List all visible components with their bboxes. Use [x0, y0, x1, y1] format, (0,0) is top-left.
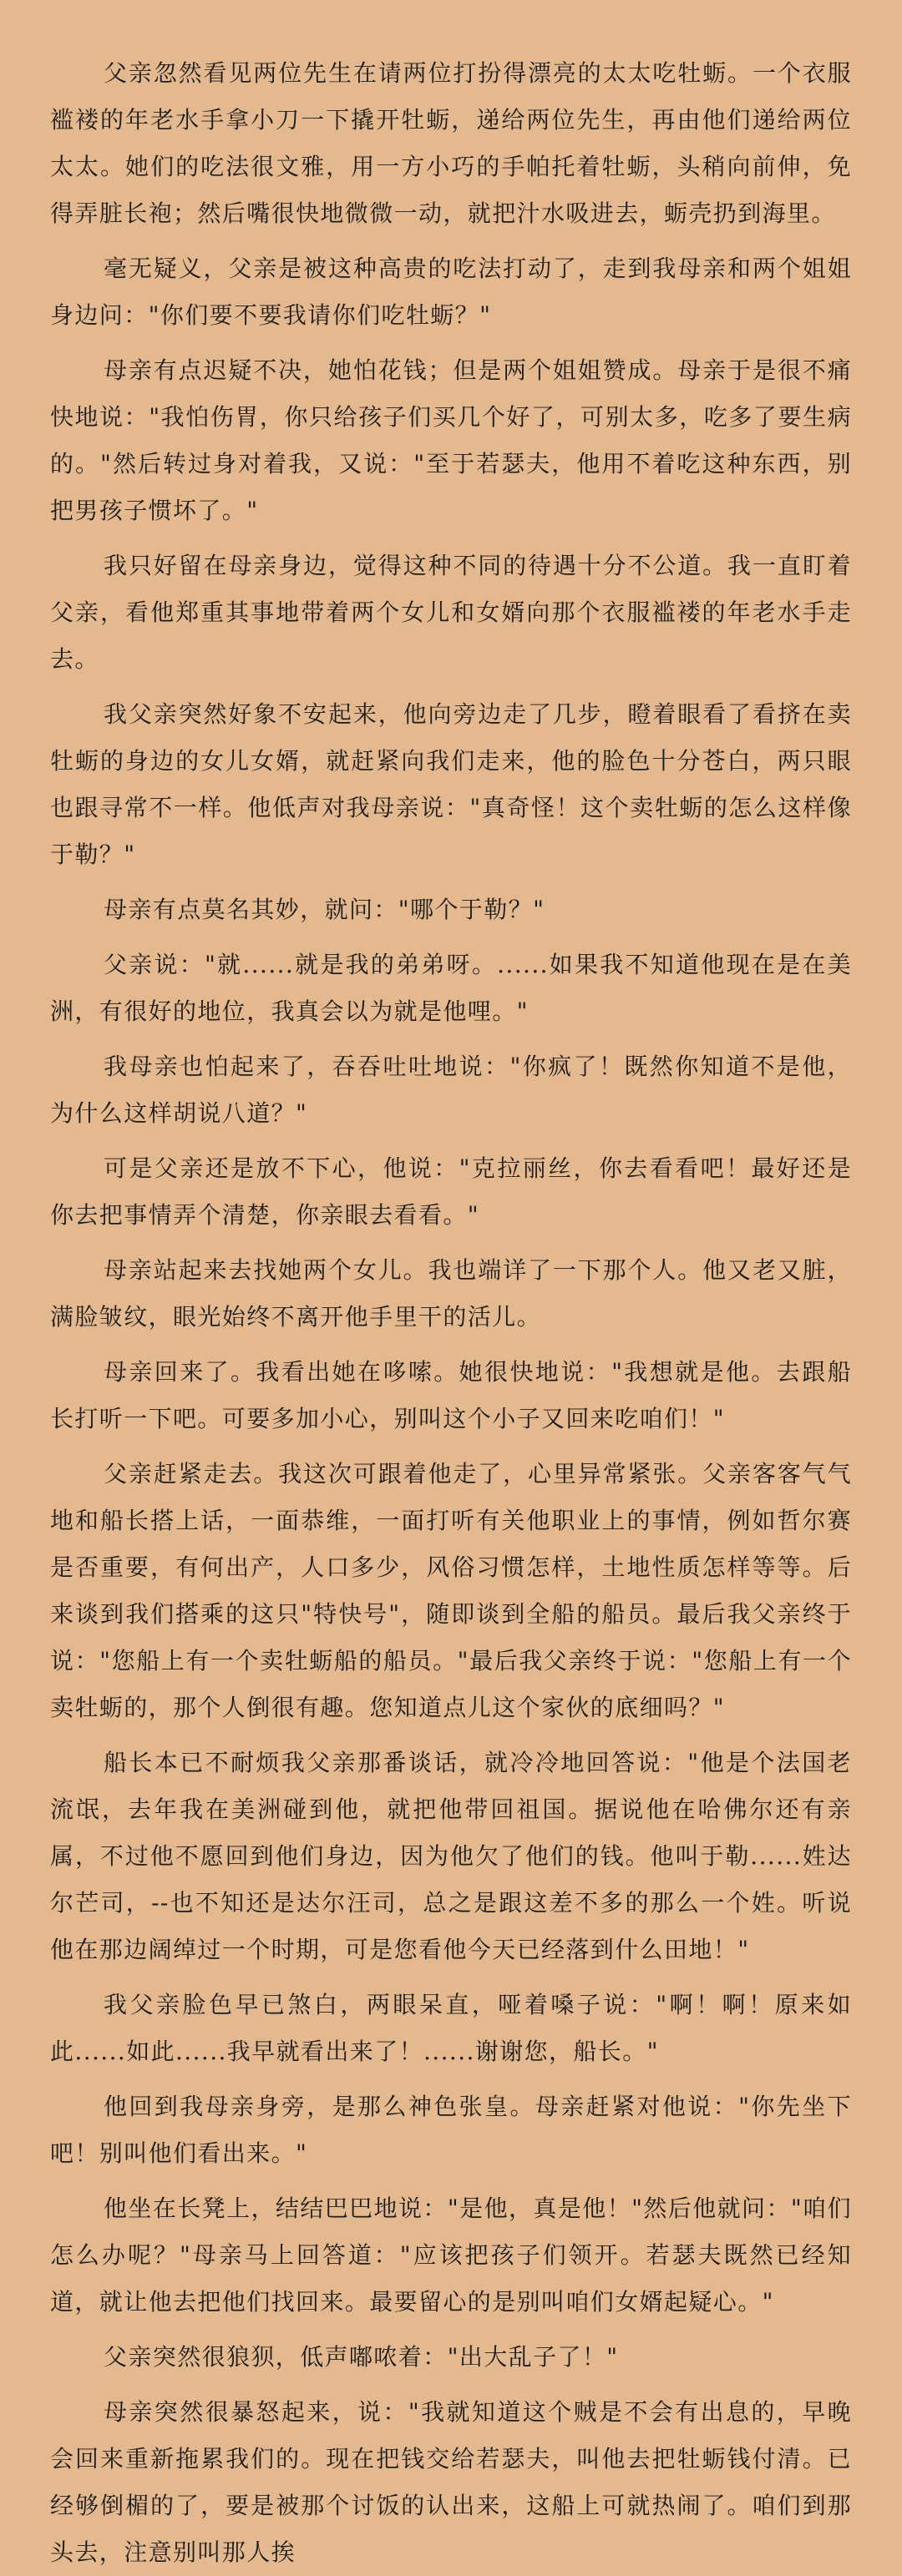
paragraph: 我母亲也怕起来了，吞吞吐吐地说："你疯了！既然你知道不是他，为什么这样胡说八道？" — [50, 1053, 852, 1127]
paragraph: 他坐在长凳上，结结巴巴地说："是他，真是他！"然后他就问："咱们怎么办呢？"母亲马上回答道："应该把孩子们领开。若瑟夫既然已经知道，就让他去把他们找回来。最要留心的是别叫咱们女婿起疑心。" — [50, 2195, 852, 2316]
paragraph: 父亲忽然看见两位先生在请两位打扮得漂亮的太太吃牡蛎。一个衣服褴褛的年老水手拿小刀一下撬开牡蛎，递给两位先生，再由他们递给两位太太。她们的吃法很文雅，用一方小巧的手帕托着牡蛎，头稍向前伸，免得弄脏长袍；然后嘴很快地微微一动，就把汁水吸进去，蛎壳扔到海里。 — [50, 59, 852, 227]
paragraph: 母亲有点莫名其妙，就问："哪个于勒？" — [104, 896, 545, 923]
paragraph: 我父亲脸色早已煞白，两眼呆直，哑着嗓子说："啊！啊！原来如此......如此......我早就看出来了！......谢谢您，船长。" — [50, 1991, 852, 2065]
paragraph: 母亲突然很暴怒起来，说："我就知道这个贼是不会有出息的，早晚会回来重新拖累我们的。现在把钱交给若瑟夫，叫他去把牡蛎钱付清。已经够倒楣的了，要是被那个讨饭的认出来，这船上可就热闹了。咱们到那头去，注意别叫那人挨 — [50, 2398, 852, 2566]
paragraph: 父亲赶紧走去。我这次可跟着他走了，心里异常紧张。父亲客客气气地和船长搭上话，一面恭维，一面打听有关他职业上的事情，例如哲尔赛是否重要，有何出产，人口多少，风俗习惯怎样，土地性质怎样等等。后来谈到我们搭乘的这只"特快号"，随即谈到全船的船员。最后我父亲终于说："您船上有一个卖牡蛎船的船员。"最后我父亲终于说："您船上有一个卖牡蛎的，那个人倒很有趣。您知道点儿这个家伙的底细吗？" — [50, 1460, 852, 1721]
paragraph: 母亲站起来去找她两个女儿。我也端详了一下那个人。他又老又脏，满脸皱纹，眼光始终不离开他手里干的活儿。 — [50, 1256, 852, 1331]
paragraph: 毫无疑义，父亲是被这种高贵的吃法打动了，走到我母亲和两个姐姐身边问："你们要不要我请你们吃牡蛎？" — [50, 255, 852, 329]
paragraph: 可是父亲还是放不下心，他说："克拉丽丝，你去看看吧！最好还是你去把事情弄个清楚，你亲眼去看看。" — [50, 1154, 852, 1229]
paragraph: 我只好留在母亲身边，觉得这种不同的待遇十分不公道。我一直盯着父亲，看他郑重其事地带着两个女儿和女婿向那个衣服褴褛的年老水手走去。 — [50, 552, 852, 673]
paragraph: 船长本已不耐烦我父亲那番谈话，就冷冷地回答说："他是个法国老流氓，去年我在美洲碰到他，就把他带回祖国。据说他在哈佛尔还有亲属，不过他不愿回到他们身边，因为他欠了他们的钱。他叫于勒......姓达尔芒司，--也不知还是达尔汪司，总之是跟这差不多的那么一个姓。听说他在那边阔绰过一个时期，可是您看他今天已经落到什么田地！" — [50, 1749, 852, 1963]
paragraph: 父亲突然很狼狈，低声嘟哝着："出大乱子了！" — [104, 2343, 619, 2371]
paragraph: 我父亲突然好象不安起来，他向旁边走了几步，瞪着眼看了看挤在卖牡蛎的身边的女儿女婿，就赶紧向我们走来，他的脸色十分苍白，两只眼也跟寻常不一样。他低声对我母亲说："真奇怪！这个卖牡蛎的怎么这样像于勒？" — [50, 700, 852, 868]
paragraph: 他回到我母亲身旁，是那么神色张皇。母亲赶紧对他说："你先坐下吧！别叫他们看出来。" — [50, 2093, 852, 2167]
paragraph: 父亲说："就......就是我的弟弟呀。......如果我不知道他现在是在美洲，有很好的地位，我真会以为就是他哩。" — [50, 951, 852, 1025]
paragraph: 母亲回来了。我看出她在哆嗦。她很快地说："我想就是他。去跟船长打听一下吧。可要多加小心，别叫这个小子又回来吃咱们！" — [50, 1358, 852, 1432]
paragraph: 母亲有点迟疑不决，她怕花钱；但是两个姐姐赞成。母亲于是很不痛快地说："我怕伤胃，你只给孩子们买几个好了，可别太多，吃多了要生病的。"然后转过身对着我，又说："至于若瑟夫，他用不着吃这种东西，别把男孩子惯坏了。" — [50, 356, 852, 524]
